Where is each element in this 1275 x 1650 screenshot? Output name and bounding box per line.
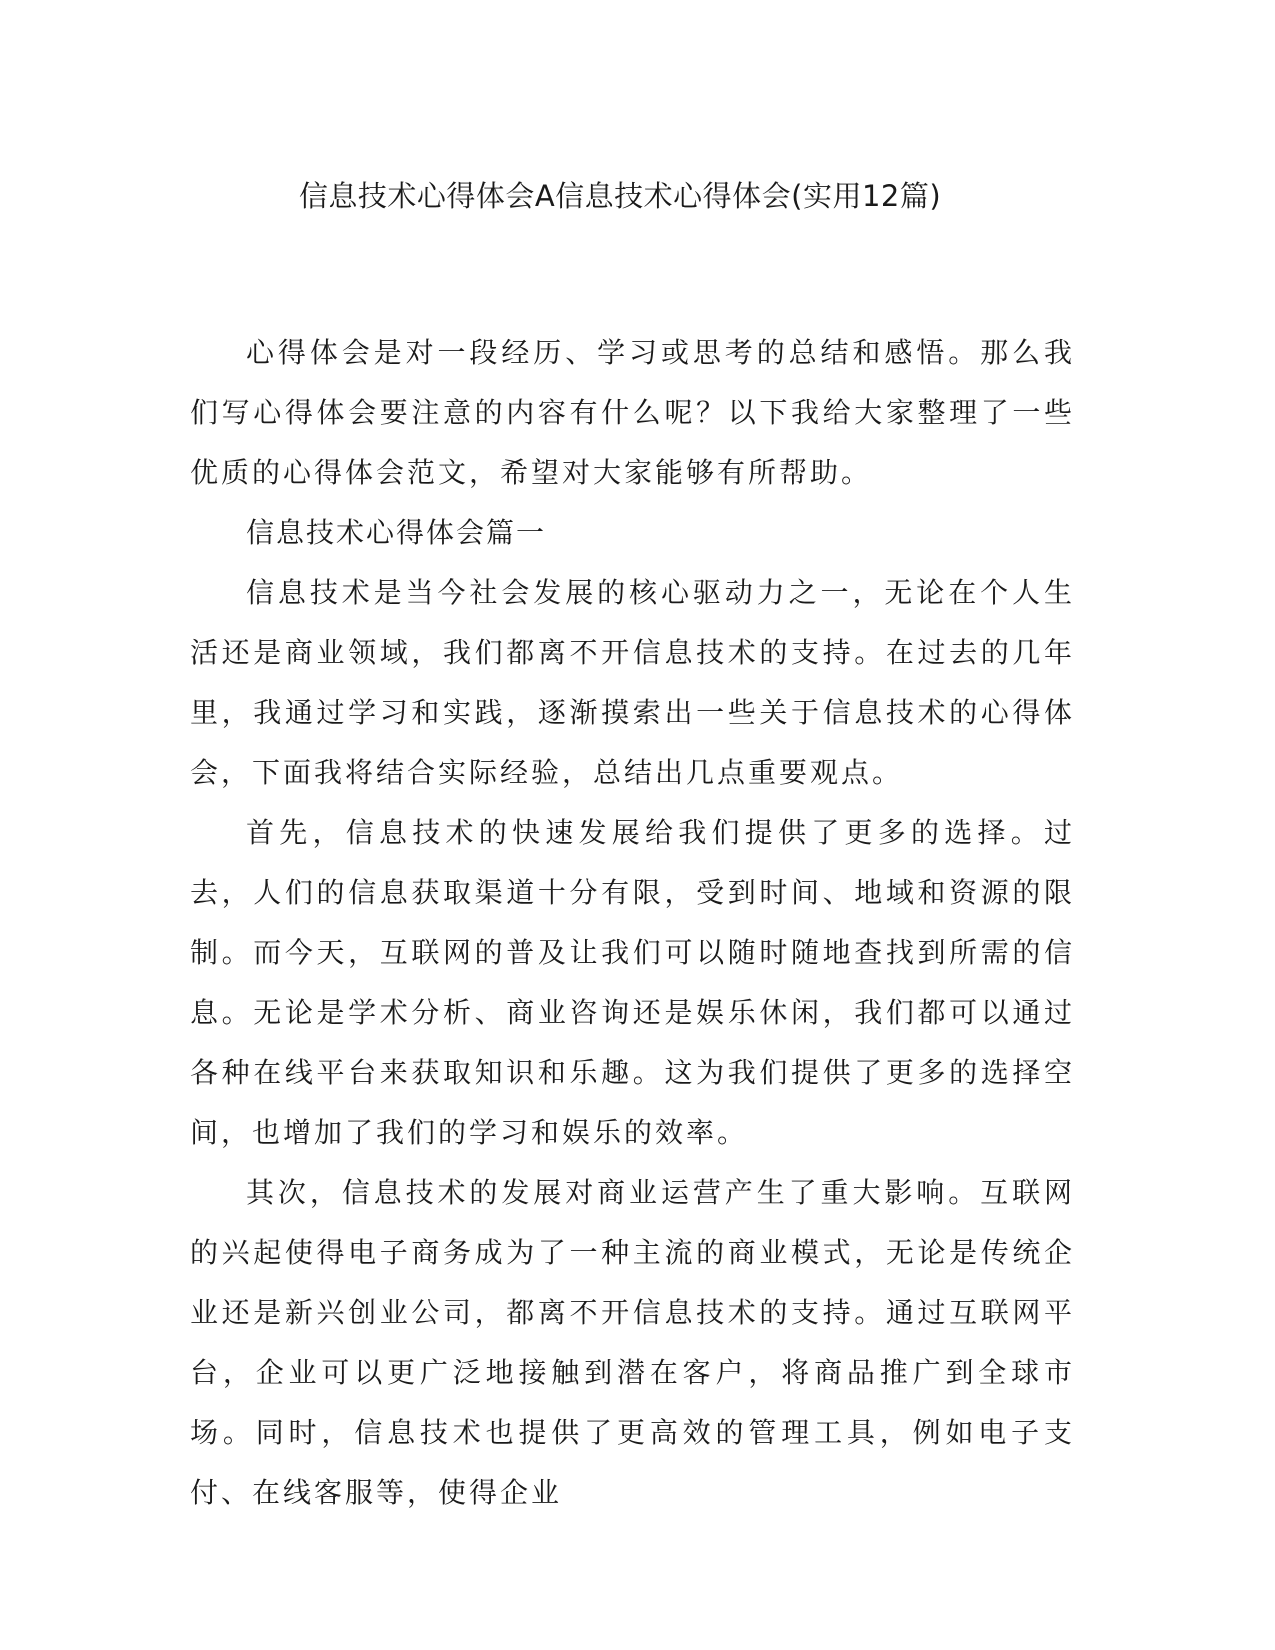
body-paragraph: 信息技术是当今社会发展的核心驱动力之一，无论在个人生活还是商业领域，我们都离不开信息技术的支持。在过去的几年里，我通过学习和实践，逐渐摸索出一些关于信息技术的心得体会，下面我将结合实际经验，总结出几点重要观点。 [190, 576, 1075, 789]
body-paragraph: 其次，信息技术的发展对商业运营产生了重大影响。互联网的兴起使得电子商务成为了一种主流的商业模式，无论是传统企业还是新兴创业公司，都离不开信息技术的支持。通过互联网平台，企业可以更广泛地接触到潜在客户，将商品推广到全球市场。同时，信息技术也提供了更高效的管理工具，例如电子支付、在线客服等，使得企业 [190, 1176, 1075, 1509]
document-body [190, 323, 1075, 1523]
section-heading: 信息技术心得体会篇一 [246, 516, 547, 549]
body-paragraph: 首先，信息技术的快速发展给我们提供了更多的选择。过去，人们的信息获取渠道十分有限，受到时间、地域和资源的限制。而今天，互联网的普及让我们可以随时随地查找到所需的信息。无论是学术分析、商业咨询还是娱乐休闲，我们都可以通过各种在线平台来获取知识和乐趣。这为我们提供了更多的选择空间，也增加了我们的学习和娱乐的效率。 [190, 816, 1075, 1149]
document-title: 信息技术心得体会A信息技术心得体会(实用12篇) [298, 179, 942, 213]
intro-paragraph: 心得体会是对一段经历、学习或思考的总结和感悟。那么我们写心得体会要注意的内容有什么呢？以下我给大家整理了一些优质的心得体会范文，希望对大家能够有所帮助。 [190, 336, 1075, 489]
